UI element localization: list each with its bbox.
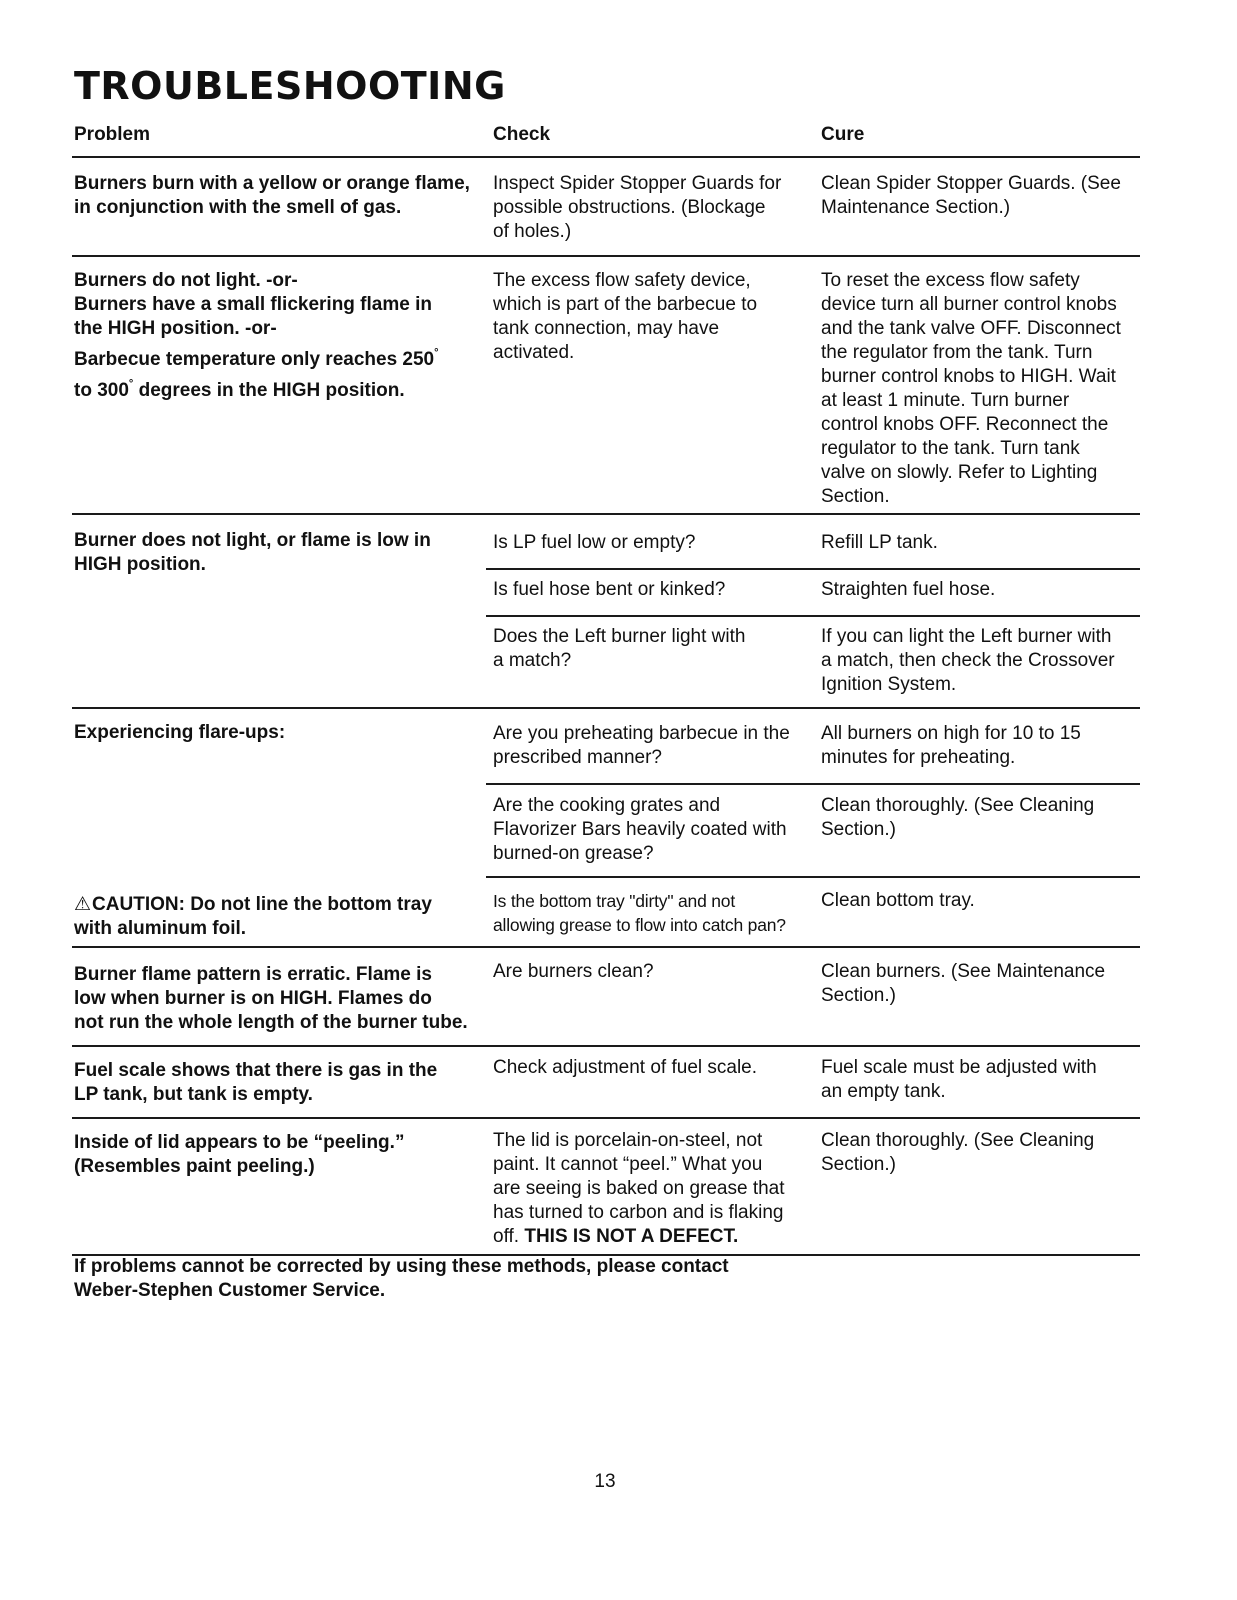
page-number: 13 bbox=[594, 1471, 616, 1492]
cure-cell: To reset the excess flow safety device turn all burner control knobs and the tank valve OFF. Disconnect the regulator from the tank. Turn burner control knobs to HIGH. Wait at least 1 minute. Turn burner control knobs OFF. Reconnect the regulator to the tank. Turn tank valve on slowly. Refer to Lighting Section. bbox=[821, 270, 1121, 507]
check-cell: Is LP fuel low or empty? bbox=[493, 532, 696, 553]
cure-cell: All burners on high for 10 to 15 minutes for preheating. bbox=[821, 723, 1081, 768]
problem-cell: Experiencing flare-ups: bbox=[74, 722, 286, 743]
page-title: TROUBLESHOOTING bbox=[74, 64, 506, 108]
check-cure-group bbox=[486, 570, 1140, 617]
problem-cell: Fuel scale shows that there is gas in the LP tank, but tank is empty. bbox=[74, 1060, 438, 1105]
check-cure-group bbox=[486, 878, 1140, 946]
problem-cell: Burner flame pattern is erratic. Flame is low when burner is on HIGH. Flames do not run the whole length of the burner tube. bbox=[74, 964, 468, 1033]
cure-cell: If you can light the Left burner with a match, then check the Crossover Ignition System. bbox=[821, 626, 1115, 695]
check-cell: Is fuel hose bent or kinked? bbox=[493, 579, 726, 600]
table-row bbox=[72, 709, 1140, 948]
defect-emphasis: THIS IS NOT A DEFECT. bbox=[524, 1226, 739, 1247]
problem-cell: Burners burn with a yellow or orange flame, in conjunction with the smell of gas. bbox=[74, 173, 470, 218]
check-cure-group bbox=[486, 785, 1140, 878]
cure-cell: Refill LP tank. bbox=[821, 532, 938, 553]
check-cure-group bbox=[486, 515, 1140, 570]
table-row bbox=[72, 515, 1140, 709]
cure-cell: Clean thoroughly. (See Cleaning Section.) bbox=[821, 1130, 1095, 1175]
cure-cell: Clean bottom tray. bbox=[821, 890, 975, 911]
table-row bbox=[72, 158, 1140, 257]
check-cell: The excess flow safety device, which is part of the barbecue to tank connection, may have activated. bbox=[493, 270, 758, 363]
header-cure: Cure bbox=[821, 124, 865, 145]
check-cell: Inspect Spider Stopper Guards for possible obstructions. (Blockage of holes.) bbox=[493, 173, 782, 242]
table-row bbox=[72, 948, 1140, 1047]
footer-note: If problems cannot be corrected by using these methods, please contact Weber-Stephen Customer Service. bbox=[74, 1256, 729, 1301]
cure-cell: Clean burners. (See Maintenance Section.) bbox=[821, 961, 1106, 1006]
header-check: Check bbox=[493, 124, 551, 145]
cure-cell: Fuel scale must be adjusted with an empty tank. bbox=[821, 1057, 1097, 1102]
check-cell: Is the bottom tray "dirty" and not allowing grease to flow into catch pan? bbox=[493, 891, 786, 935]
problem-cell: Inside of lid appears to be “peeling.” (Resembles paint peeling.) bbox=[74, 1132, 405, 1177]
check-cure-group bbox=[486, 1047, 1140, 1117]
check-cell: Are burners clean? bbox=[493, 961, 654, 982]
check-cure-group bbox=[486, 158, 1140, 255]
table-header bbox=[72, 116, 1140, 158]
caution-note: ⚠CAUTION: Do not line the bottom tray with aluminum foil. bbox=[74, 894, 432, 939]
problem-cell: Burner does not light, or flame is low in HIGH position. bbox=[74, 530, 431, 575]
check-cure-group bbox=[486, 617, 1140, 707]
check-cure-group bbox=[486, 948, 1140, 1045]
check-cell: Are the cooking grates and Flavorizer Bars heavily coated with burned-on grease? bbox=[493, 795, 787, 864]
problem-cell: Burners do not light. -or- Burners have a small flickering flame in the HIGH position. -or- Barbecue temperature only reaches 250° to 300° degrees in the HIGH position. bbox=[74, 270, 439, 401]
table-row bbox=[72, 257, 1140, 515]
cure-cell: Clean thoroughly. (See Cleaning Section.) bbox=[821, 795, 1095, 840]
table-row bbox=[72, 1047, 1140, 1119]
troubleshooting-table bbox=[72, 116, 1140, 1256]
check-cell: Check adjustment of fuel scale. bbox=[493, 1057, 758, 1078]
cure-cell: Straighten fuel hose. bbox=[821, 579, 996, 600]
check-cure-group bbox=[486, 257, 1140, 513]
cure-cell: Clean Spider Stopper Guards. (See Maintenance Section.) bbox=[821, 173, 1121, 218]
table-row bbox=[72, 1119, 1140, 1256]
check-cure-group bbox=[486, 709, 1140, 785]
check-cell: Does the Left burner light with a match? bbox=[493, 626, 746, 671]
check-cure-group bbox=[486, 1119, 1140, 1254]
check-cell: The lid is porcelain-on-steel, not paint. It cannot “peel.” What you are seeing is baked on grease that has turned to carbon and is flaking off. THIS IS NOT A DEFECT. bbox=[493, 1130, 785, 1247]
warning-triangle-icon: ⚠ bbox=[74, 894, 92, 915]
header-problem: Problem bbox=[74, 124, 151, 145]
check-cell: Are you preheating barbecue in the prescribed manner? bbox=[493, 723, 790, 768]
